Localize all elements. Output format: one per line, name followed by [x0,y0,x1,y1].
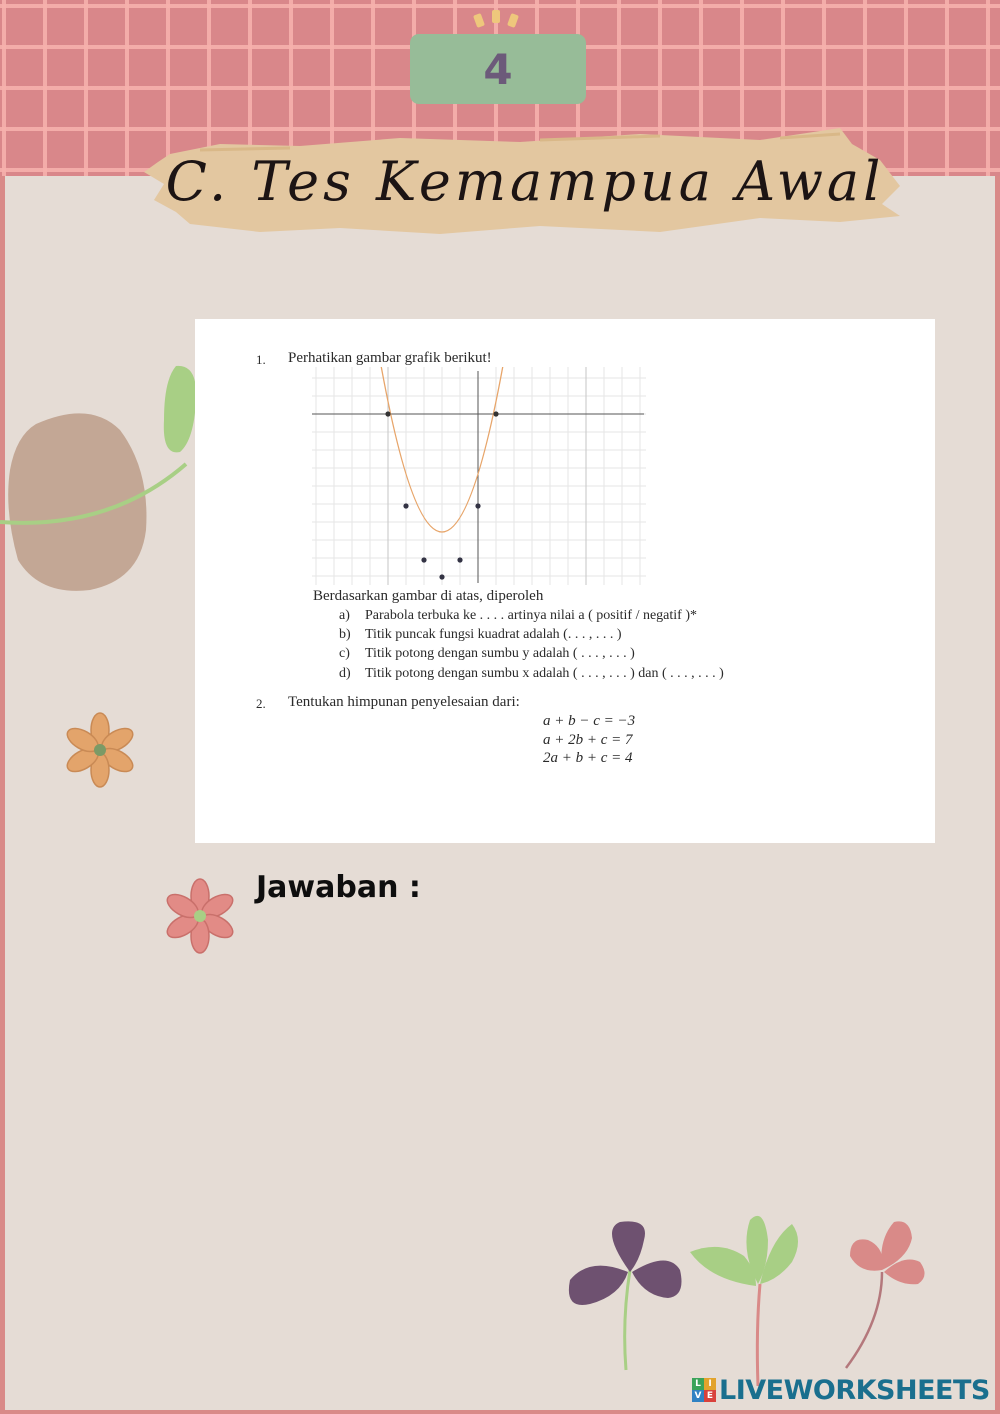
plant-stem [846,1272,882,1368]
option-label: d) [339,666,351,681]
left-leaf-decoration [0,360,200,640]
option-b [339,627,622,643]
equation: 2a + b + c = 4 [543,750,633,766]
green-leaf-shape [164,366,196,453]
equation: a + 2b + c = 7 [543,732,633,748]
parabola-graph [312,367,646,585]
section-title: C. Tes Kemampua Awal [165,149,885,213]
graph-point [421,557,426,562]
graph-vertex-point [439,574,444,579]
logo-grid-icon [692,1378,716,1402]
purple-petal [612,1221,645,1272]
question-1-number: 1. [256,352,266,367]
title-banner [140,120,910,242]
question-2-prompt: Tentukan himpunan penyelesaian dari: [288,694,520,710]
logo-letter: L [692,1378,704,1390]
option-a [339,608,697,624]
question-1-lead: Berdasarkan gambar di atas, diperoleh [313,588,544,604]
question-2-number: 2. [256,696,266,711]
option-c [339,646,635,662]
pink-flower-icon [162,878,238,954]
option-text: Titik potong dengan sumbu y adalah ( . . . , . . . ) [365,646,635,661]
logo-letter: V [692,1390,704,1402]
option-text: Titik puncak fungsi kuadrat adalah (. . . , . . . ) [365,627,622,642]
purple-petal [632,1260,682,1298]
answer-label: Jawaban : [256,870,421,905]
purple-petal [569,1266,628,1305]
green-leaf-shape [690,1247,756,1286]
plant-stem [625,1270,630,1370]
option-label: a) [339,608,350,623]
logo-letter: E [704,1390,716,1402]
plant-stem [757,1284,760,1386]
decorative-dashes [472,10,522,28]
question-1-prompt: Perhatikan gambar grafik berikut! [288,350,492,366]
graph-point [403,503,408,508]
graph-gridlines [312,367,646,585]
graph-point [385,411,390,416]
graph-minor-gridlines [388,367,586,585]
option-text: Titik potong dengan sumbu x adalah ( . . . , . . . ) dan ( . . . , . . . ) [365,666,724,681]
equation: a + b − c = −3 [543,713,636,729]
graph-point [493,411,498,416]
page-number-badge: 4 [410,34,586,104]
logo-text: LIVEWORKSHEETS [719,1374,990,1406]
option-label: b) [339,627,351,642]
graph-point [457,557,462,562]
option-label: c) [339,646,350,661]
liveworksheets-logo [692,1374,990,1406]
bottom-plant-decoration [560,1200,940,1400]
logo-letter: I [704,1378,716,1390]
orange-flower-icon [62,712,138,788]
graph-point [475,503,480,508]
option-text: Parabola terbuka ke . . . . artinya nilai a ( positif / negatif )* [365,608,698,623]
pink-petal [850,1239,883,1270]
option-d [339,666,724,682]
